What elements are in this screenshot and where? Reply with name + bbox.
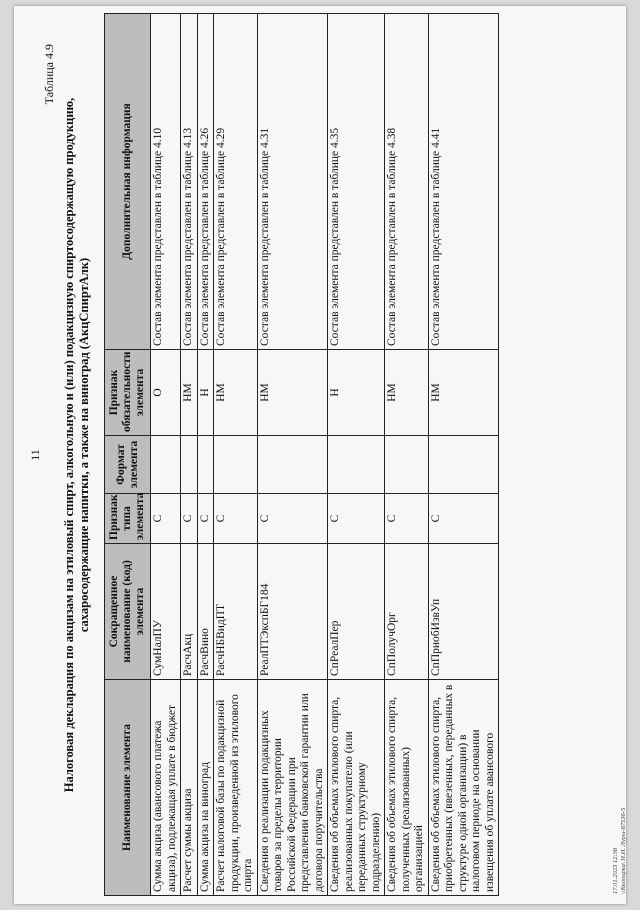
table-row [328,14,385,896]
cell-obligation: НМ [257,350,328,436]
cell-format [257,436,328,494]
cell-name: Расчет суммы акциза [181,680,198,896]
table-row [385,14,429,896]
table-label: Таблица 4.9 [42,44,56,105]
cell-obligation: Н [197,350,214,436]
cell-code: СпПолучОрг [385,544,429,680]
cell-info: Состав элемента представлен в таблице 4.41 [428,14,499,350]
cell-code: РасчАкц [181,544,198,680]
header-format: Формат элемента [105,436,151,494]
cell-code: СпПриобИзвУп [428,544,499,680]
cell-obligation: НМ [385,350,429,436]
cell-info: Состав элемента представлен в таблице 4.13 [181,14,198,350]
header-element-name: Наименование элемента [105,680,151,896]
table-header-row [105,14,151,896]
cell-obligation: НМ [428,350,499,436]
footer-path: \\Ккопирка\ Н.И. Луры-87536-5 [620,807,627,894]
print-footer [612,808,628,894]
cell-type: С [257,494,328,544]
cell-type: С [385,494,429,544]
header-short-code: Сокращенное наименование (код) элемента [105,544,151,680]
cell-name: Сведения об объемах этилового спирта, полученных (реализованных) организацией [385,680,429,896]
elements-table [104,13,499,896]
cell-code: РасчВино [197,544,214,680]
table-row [214,14,258,896]
cell-format [151,436,181,494]
page-number: 11 [28,449,42,461]
cell-format [197,436,214,494]
title-line-1: Налоговая декларация по акцизам на этиловый спирт, алкогольную и (или) подакцизную спиртосодержащую продукцию, [62,97,76,793]
cell-info: Состав элемента представлен в таблице 4.29 [214,14,258,350]
cell-info: Состав элемента представлен в таблице 4.35 [328,14,385,350]
cell-obligation: О [151,350,181,436]
table-row [257,14,328,896]
cell-obligation: НМ [214,350,258,436]
table-row [428,14,499,896]
cell-type: С [214,494,258,544]
table-row [197,14,214,896]
document-page [14,6,626,904]
footer-timestamp: 17.01.2023 12:38 [612,847,619,894]
cell-obligation: НМ [181,350,198,436]
header-obligation: Признак обязательности элемента [105,350,151,436]
cell-code: РеалПТЭкспБГ184 [257,544,328,680]
cell-format [214,436,258,494]
cell-format [428,436,499,494]
cell-type: С [151,494,181,544]
cell-type: С [181,494,198,544]
cell-name: Сумма акциза (авансового платежа акциза), подлежащая уплате в бюджет [151,680,181,896]
cell-type: С [328,494,385,544]
cell-info: Состав элемента представлен в таблице 4.38 [385,14,429,350]
cell-code: СпРеалПер [328,544,385,680]
title-line-2: сахаросодержащие напитки, а также на виноград (АкцСпиртАлк) [77,257,91,633]
cell-name: Сведения об объемах этилового спирта, реализованных покупателю (или переданных структурному подразделению) [328,680,385,896]
cell-name: Расчет налоговой базы по подакцизной продукции, произведенной из этилового спирта [214,680,258,896]
cell-format [328,436,385,494]
cell-code: СумНалПУ [151,544,181,680]
cell-format [385,436,429,494]
header-type: Признак типа элемента [105,494,151,544]
cell-info: Состав элемента представлен в таблице 4.26 [197,14,214,350]
cell-name: Сведения о реализации подакцизных товаров за пределы территории Российской Федерации при представлении банковской гарантии или договора поручительства [257,680,328,896]
cell-info: Состав элемента представлен в таблице 4.31 [257,14,328,350]
cell-name: Сведения об объемах этилового спирта, приобретенных (ввезенных, переданных в структуре одной организации) в налоговом периоде на основании извещения об уплате авансового [428,680,499,896]
cell-name: Сумма акциза на виноград [197,680,214,896]
table-row [151,14,181,896]
cell-obligation: Н [328,350,385,436]
cell-format [181,436,198,494]
header-additional-info: Дополнительная информация [105,14,151,350]
cell-code: РасчНБВидПТ [214,544,258,680]
cell-info: Состав элемента представлен в таблице 4.10 [151,14,181,350]
rotated-content [14,6,626,904]
document-title [62,46,92,844]
cell-type: С [197,494,214,544]
table-row [181,14,198,896]
cell-type: С [428,494,499,544]
